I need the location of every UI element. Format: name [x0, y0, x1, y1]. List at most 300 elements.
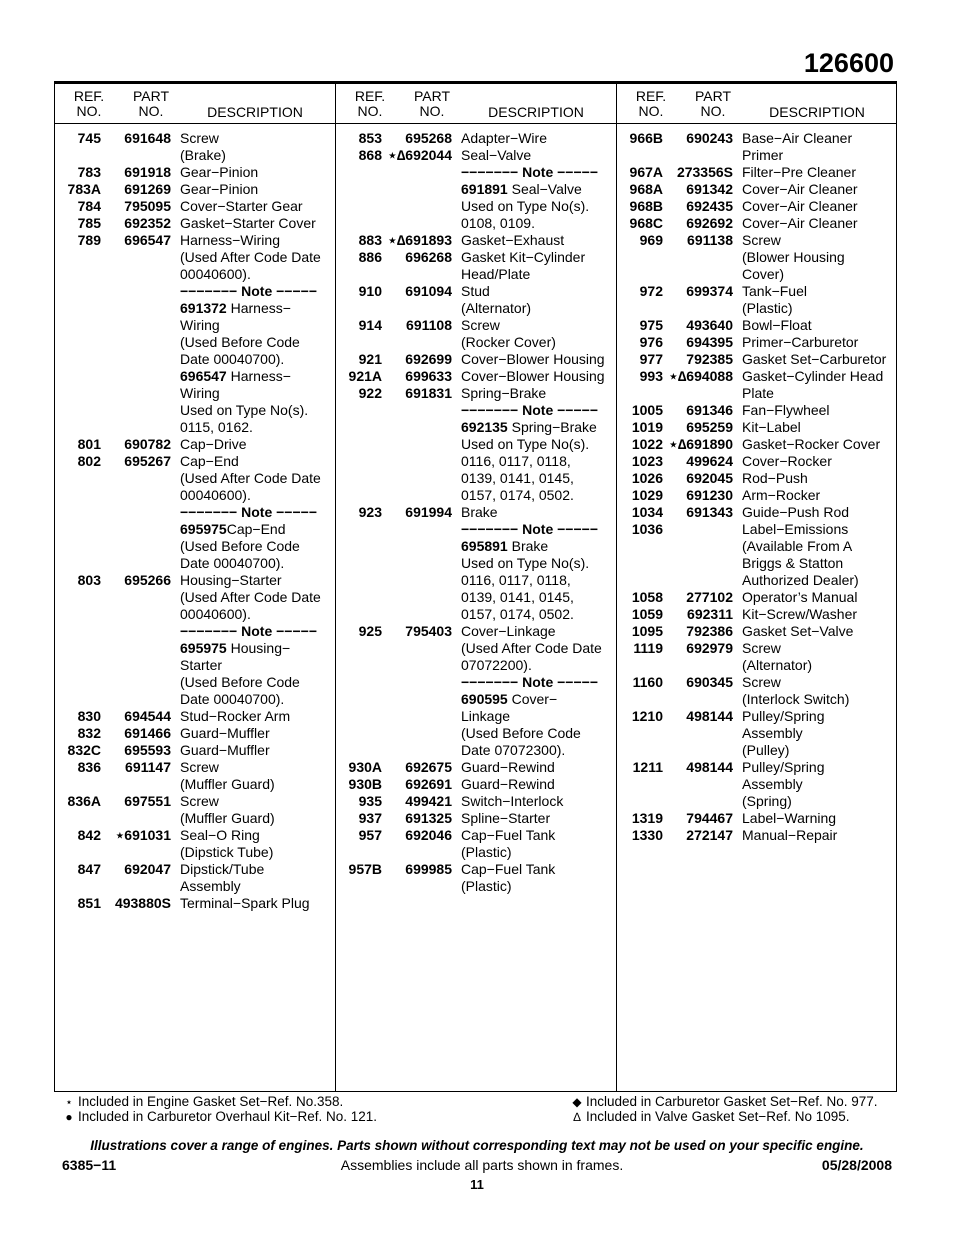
- description: [452, 674, 617, 691]
- description: [733, 385, 897, 402]
- ref-number: 1119: [633, 640, 663, 656]
- part-number: [382, 402, 452, 419]
- description-text: Screw: [742, 674, 781, 690]
- description-text: Date 00040700).: [180, 351, 285, 367]
- ref-number: 914: [358, 317, 382, 333]
- description-text: Gasket−Rocker Cover: [742, 436, 881, 452]
- description-text: Gasket Set−Carburetor: [742, 351, 887, 367]
- description-text: 0116, 0117, 0118,: [461, 572, 571, 588]
- description: [171, 844, 335, 861]
- ref-number: 801: [77, 436, 101, 452]
- description: [452, 810, 617, 827]
- part-number: 691108: [406, 317, 452, 333]
- description: [452, 368, 617, 385]
- table-row: [617, 691, 897, 708]
- table-row: [617, 232, 897, 249]
- table-row: [336, 759, 617, 776]
- description-text: (Alternator): [742, 657, 813, 673]
- description-text: 00040600).: [180, 266, 251, 282]
- part-number: 699633: [405, 368, 452, 384]
- part-number: [663, 249, 733, 266]
- table-row: [55, 402, 335, 419]
- description: [452, 164, 617, 181]
- description-text: Cover−Air Cleaner: [742, 181, 858, 197]
- description-text: Housing−Starter: [180, 572, 282, 588]
- description-text: Seal−Valve: [507, 181, 582, 197]
- description-text: 0139, 0141, 0145,: [461, 470, 574, 486]
- table-row: [617, 793, 897, 810]
- ref-number: 957: [358, 827, 382, 843]
- table-row: [336, 164, 617, 181]
- description-text: (Used Before Code: [461, 725, 581, 741]
- ref-number: [617, 385, 663, 402]
- ref-number: [617, 147, 663, 164]
- description: [171, 351, 335, 368]
- table-row: [617, 164, 897, 181]
- description: [733, 555, 897, 572]
- ref-number: 1059: [631, 606, 663, 622]
- description: [452, 555, 617, 572]
- description: [452, 657, 617, 674]
- description-text: Filter−Pre Cleaner: [742, 164, 856, 180]
- table-row: [336, 470, 617, 487]
- description-text: 0108, 0109.: [461, 215, 535, 231]
- part-number: 493880S: [114, 895, 171, 911]
- description: [171, 266, 335, 283]
- table-row: [336, 504, 617, 521]
- table-row: [617, 657, 897, 674]
- table-row: [617, 402, 897, 419]
- ref-number: 1319: [631, 810, 663, 826]
- table-row: [336, 300, 617, 317]
- ref-number: 968A: [629, 181, 663, 197]
- ref-number: [336, 419, 382, 436]
- ref-number: [55, 147, 101, 164]
- description-text: Stud−Rocker Arm: [180, 708, 291, 724]
- ref-number: [55, 640, 101, 657]
- description: [452, 878, 617, 895]
- table-row: [55, 419, 335, 436]
- part-number: [382, 555, 452, 572]
- ref-number: 975: [639, 317, 663, 333]
- part-number: [382, 742, 452, 759]
- description-text: Spring−Brake: [461, 385, 547, 401]
- description-text: Kit−Label: [742, 419, 801, 435]
- table-row: [336, 555, 617, 572]
- ref-number: [55, 555, 101, 572]
- part-number: 690782: [124, 436, 171, 452]
- part-header: PART NO.: [132, 88, 170, 119]
- description: [733, 402, 897, 419]
- description: [171, 436, 335, 453]
- description-text: Brake: [461, 504, 498, 520]
- description: [733, 232, 897, 249]
- ref-number: 968C: [629, 215, 663, 231]
- ref-number: 923: [358, 504, 382, 520]
- description: [452, 521, 617, 538]
- description-text: Guard−Rewind: [461, 776, 555, 792]
- part-number: [101, 674, 171, 691]
- table-row: [336, 674, 617, 691]
- part-number: 690345: [686, 674, 733, 690]
- ref-number: [55, 385, 101, 402]
- ref-number: 745: [77, 130, 101, 146]
- ref-number: 783: [77, 164, 101, 180]
- ref-number: [55, 878, 101, 895]
- description: [452, 606, 617, 623]
- description: [733, 759, 897, 776]
- description-text: (Muffler Guard): [180, 810, 275, 826]
- description: [733, 198, 897, 215]
- footnote-text: Included in Carburetor Gasket Set−Ref. No. 977.: [586, 1094, 878, 1109]
- description-text: Cover−Air Cleaner: [742, 215, 858, 231]
- table-row: [617, 589, 897, 606]
- description-text: Stud: [461, 283, 490, 299]
- table-row: [55, 623, 335, 640]
- description-text: Used on Type No(s).: [461, 555, 590, 571]
- table-row: [617, 368, 897, 385]
- ref-number: [336, 164, 382, 181]
- description-text: Linkage: [461, 708, 511, 724]
- table-row: [55, 164, 335, 181]
- description-text: (Brake): [180, 147, 226, 163]
- description: [171, 521, 335, 538]
- ref-number: [336, 555, 382, 572]
- part-number: 691994: [405, 504, 452, 520]
- description-text: Guard−Muffler: [180, 742, 270, 758]
- ref-number: [55, 470, 101, 487]
- part-number: [382, 436, 452, 453]
- ref-number: 868: [358, 147, 382, 163]
- alternate-part-number: 695975: [180, 521, 227, 537]
- ref-number: [55, 589, 101, 606]
- ref-number: 1026: [631, 470, 663, 486]
- description-text: Screw: [180, 130, 219, 146]
- description: [452, 198, 617, 215]
- description: [733, 504, 897, 521]
- ref-number: 886: [358, 249, 382, 265]
- description: [452, 181, 617, 198]
- description: [171, 640, 335, 657]
- description-text: Cover−Blower Housing: [461, 351, 605, 367]
- description-text: Cap−Fuel Tank: [461, 861, 556, 877]
- table-row: [617, 623, 897, 640]
- table-row: [336, 725, 617, 742]
- ref-number: 847: [77, 861, 101, 877]
- table-row: [336, 844, 617, 861]
- table-row: [617, 572, 897, 589]
- footnote-text: Included in Carburetor Overhaul Kit−Ref. No. 121.: [78, 1109, 378, 1124]
- part-header: PART NO.: [694, 88, 732, 119]
- table-row: [617, 725, 897, 742]
- description-text: Kit−Screw/Washer: [742, 606, 858, 622]
- part-number: 692435: [686, 198, 733, 214]
- description-text: 0115, 0162.: [180, 419, 253, 435]
- description-text: Cover−: [507, 691, 558, 707]
- description: [171, 215, 335, 232]
- description: [171, 810, 335, 827]
- description: [452, 844, 617, 861]
- table-row: [55, 555, 335, 572]
- table-row: [336, 419, 617, 436]
- description: [733, 215, 897, 232]
- part-number: ⋆∆691890: [668, 436, 733, 452]
- ref-number: [336, 266, 382, 283]
- ref-number: [55, 266, 101, 283]
- table-row: [617, 606, 897, 623]
- description: [171, 487, 335, 504]
- part-number: [101, 878, 171, 895]
- column-header: [617, 84, 897, 124]
- description-text: Brake: [507, 538, 549, 554]
- description-text: Spring−Brake: [507, 419, 597, 435]
- ref-number: [336, 708, 382, 725]
- description-text: Cap−Fuel Tank: [461, 827, 556, 843]
- part-number: 692691: [405, 776, 452, 792]
- description-text: Assembly: [742, 776, 803, 792]
- description: [171, 878, 335, 895]
- part-number: [101, 810, 171, 827]
- description-text: Plate: [742, 385, 774, 401]
- description-text: 0157, 0174, 0502.: [461, 487, 574, 503]
- description-text: (Plastic): [461, 878, 512, 894]
- description: [171, 453, 335, 470]
- star-icon: ⋆: [65, 1095, 73, 1109]
- table-row: [336, 487, 617, 504]
- description: [452, 708, 617, 725]
- ref-number: 1029: [631, 487, 663, 503]
- ref-number: [55, 334, 101, 351]
- ref-number: [617, 793, 663, 810]
- description: [171, 895, 335, 912]
- ref-number: 935: [358, 793, 382, 809]
- description-text: Cover−Rocker: [742, 453, 832, 469]
- description-text: Cover−Starter Gear: [180, 198, 303, 214]
- part-number: [101, 147, 171, 164]
- table-row: [617, 283, 897, 300]
- part-number: [382, 181, 452, 198]
- description: [733, 640, 897, 657]
- part-number: [382, 640, 452, 657]
- part-number: [101, 606, 171, 623]
- description-text: Used on Type No(s).: [461, 198, 590, 214]
- description: [452, 317, 617, 334]
- table-row: [336, 810, 617, 827]
- table-row: [617, 198, 897, 215]
- part-number: [101, 419, 171, 436]
- table-row: [617, 640, 897, 657]
- description-text: Harness−Wiring: [180, 232, 280, 248]
- part-number: 493640: [686, 317, 733, 333]
- description-header: DESCRIPTION: [488, 104, 584, 120]
- description-text: (Used After Code Date: [180, 589, 321, 605]
- description: [733, 572, 897, 589]
- part-number: 692311: [687, 606, 733, 622]
- ref-number: 968B: [629, 198, 663, 214]
- description: [733, 266, 897, 283]
- table-row: [55, 249, 335, 266]
- ref-number: 851: [77, 895, 101, 911]
- part-number: [101, 691, 171, 708]
- table-row: [55, 725, 335, 742]
- part-number: [101, 521, 171, 538]
- rows: [55, 124, 335, 912]
- description-text: Spline−Starter: [461, 810, 551, 826]
- ref-number: 789: [77, 232, 101, 248]
- description-text: Adapter−Wire: [461, 130, 547, 146]
- table-row: [617, 504, 897, 521]
- description-text: Guide−Push Rod: [742, 504, 850, 520]
- ref-number: 969: [639, 232, 663, 248]
- table-row: [336, 249, 617, 266]
- part-number: 794467: [686, 810, 733, 826]
- description-text: Seal−Valve: [461, 147, 532, 163]
- ref-number: [336, 589, 382, 606]
- description-text: Cap−End: [226, 521, 286, 537]
- part-number: [101, 283, 171, 300]
- part-number: 692979: [686, 640, 733, 656]
- table-row: [55, 572, 335, 589]
- column-header: [336, 84, 617, 124]
- ref-number: [55, 674, 101, 691]
- description-text: Bowl−Float: [742, 317, 812, 333]
- ref-number: [617, 266, 663, 283]
- part-number: [382, 419, 452, 436]
- document-date: 05/28/2008: [821, 1157, 892, 1173]
- table-row: [336, 130, 617, 147]
- table-row: [336, 385, 617, 402]
- description: [733, 776, 897, 793]
- ref-number: 1005: [631, 402, 663, 418]
- description: [733, 657, 897, 674]
- part-number: [101, 640, 171, 657]
- part-number: 696268: [405, 249, 452, 265]
- footnote-text: Included in Engine Gasket Set−Ref. No.358.: [78, 1094, 344, 1109]
- table-row: [617, 436, 897, 453]
- parts-column-1: [55, 84, 335, 1091]
- ref-number: [55, 300, 101, 317]
- ref-number: [336, 742, 382, 759]
- description-text: (Used Before Code: [180, 538, 300, 554]
- ref-number: [55, 283, 101, 300]
- description-text: Primer: [742, 147, 784, 163]
- note-separator: −−−−−−− Note −−−−−: [180, 283, 317, 299]
- part-number: 694544: [124, 708, 171, 724]
- table-row: [617, 827, 897, 844]
- description: [452, 249, 617, 266]
- part-number: [382, 266, 452, 283]
- description-text: Label−Warning: [742, 810, 837, 826]
- description: [452, 725, 617, 742]
- description-text: Gasket−Starter Cover: [180, 215, 316, 231]
- table-row: [336, 776, 617, 793]
- ref-number: [336, 640, 382, 657]
- part-number: [663, 300, 733, 317]
- table-row: [336, 742, 617, 759]
- description: [452, 147, 617, 164]
- table-row: [336, 521, 617, 538]
- description: [452, 232, 617, 249]
- part-number: 695266: [124, 572, 171, 588]
- description-text: Gear−Pinion: [180, 164, 259, 180]
- part-number: [382, 198, 452, 215]
- description-text: Briggs & Statton: [742, 555, 844, 571]
- parts-table: [54, 81, 897, 1092]
- ref-number: [55, 538, 101, 555]
- part-number: 795403: [405, 623, 452, 639]
- description: [733, 130, 897, 147]
- ref-number: [617, 776, 663, 793]
- description: [733, 487, 897, 504]
- description: [452, 572, 617, 589]
- ref-header: REF. NO.: [635, 88, 667, 119]
- description: [733, 147, 897, 164]
- table-row: [55, 232, 335, 249]
- table-row: [336, 181, 617, 198]
- description: [171, 334, 335, 351]
- part-number: [382, 691, 452, 708]
- description-text: (Spring): [742, 793, 792, 809]
- table-row: [336, 827, 617, 844]
- table-row: [336, 793, 617, 810]
- ref-number: [336, 181, 382, 198]
- description-text: (Used Before Code: [180, 674, 300, 690]
- ref-number: [55, 317, 101, 334]
- description-text: Screw: [742, 640, 781, 656]
- note-separator: −−−−−−− Note −−−−−: [461, 521, 598, 537]
- ref-number: 1019: [631, 419, 663, 435]
- table-row: [55, 861, 335, 878]
- table-row: [617, 385, 897, 402]
- part-header: PART NO.: [413, 88, 451, 119]
- description-text: (Blower Housing: [742, 249, 845, 265]
- table-row: [336, 368, 617, 385]
- part-number: 792385: [686, 351, 733, 367]
- alternate-part-number: 691891: [461, 181, 508, 197]
- table-row: [617, 317, 897, 334]
- table-row: [617, 470, 897, 487]
- table-row: [336, 623, 617, 640]
- description: [452, 334, 617, 351]
- ref-number: 1330: [631, 827, 663, 843]
- description: [171, 691, 335, 708]
- ref-number: [336, 300, 382, 317]
- ref-number: [336, 844, 382, 861]
- part-number: 692692: [686, 215, 733, 231]
- alternate-part-number: 695891: [461, 538, 508, 554]
- description: [733, 589, 897, 606]
- description: [733, 827, 897, 844]
- ref-number: [336, 538, 382, 555]
- description: [452, 861, 617, 878]
- part-number: [101, 300, 171, 317]
- table-row: [55, 436, 335, 453]
- ref-number: [55, 691, 101, 708]
- table-row: [55, 283, 335, 300]
- description-text: Harness−: [226, 300, 291, 316]
- ref-number: [617, 572, 663, 589]
- column-header: [55, 84, 335, 124]
- table-row: [617, 181, 897, 198]
- description-text: Head/Plate: [461, 266, 531, 282]
- description: [171, 572, 335, 589]
- description: [452, 504, 617, 521]
- description: [171, 827, 335, 844]
- ref-number: [336, 436, 382, 453]
- description: [171, 181, 335, 198]
- part-number: 699374: [686, 283, 733, 299]
- part-number: 691147: [125, 759, 171, 775]
